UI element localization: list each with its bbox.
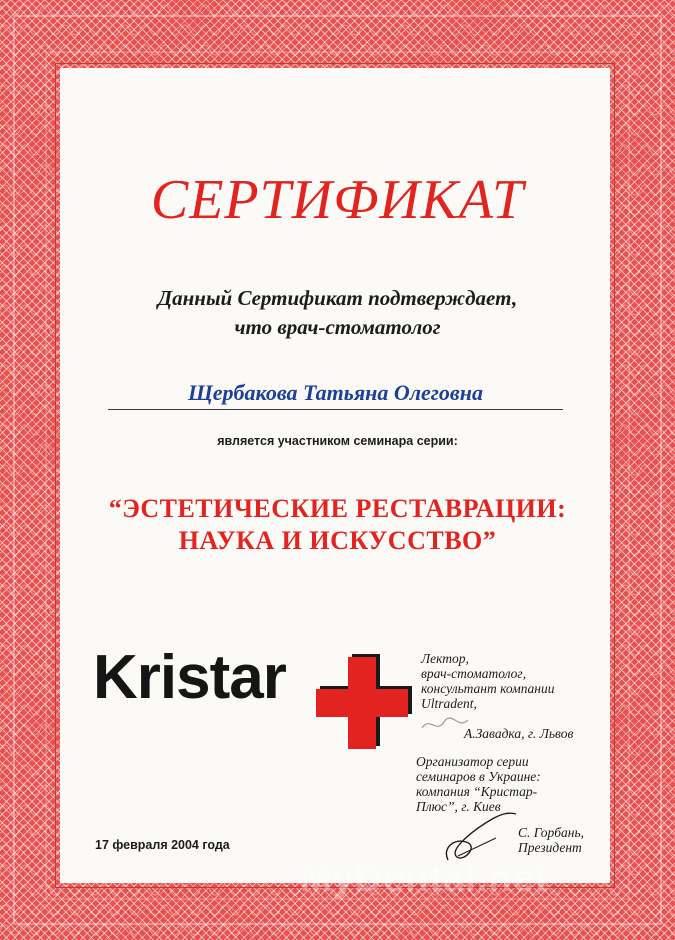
president-title: Президент [518, 840, 582, 855]
issue-date: 17 февраля 2004 года [95, 838, 230, 852]
intro-line-2: что врач-стоматолог [234, 315, 441, 339]
lecturer-line-4: Ultradent, [421, 696, 477, 711]
lecturer-line-1: Лектор, [421, 651, 469, 666]
organizer-line-4: Плюс”, г. Киев [416, 799, 501, 814]
organizer-credit [416, 754, 616, 814]
kristar-logo-text: Kristar [93, 643, 286, 712]
participant-statement: является участником семинара серии: [217, 434, 458, 448]
organizer-line-1: Организатор серии [416, 754, 529, 769]
seminar-title-line-2: НАУКА И ИСКУССТВО” [178, 526, 497, 555]
lecturer-credit [421, 651, 621, 711]
intro-line-1: Данный Сертификат подтверждает, [157, 286, 518, 310]
recipient-name: Щербакова Татьяна Олеговна [108, 380, 563, 410]
organizer-line-2: семинаров в Украине: [416, 769, 541, 784]
red-cross-logo-icon [312, 653, 412, 753]
organizer-line-3: компания “Кристар- [416, 784, 538, 799]
site-watermark: MyDental.net [300, 858, 549, 900]
lecturer-line-3: консультант компании [421, 681, 555, 696]
lecturer-line-2: врач-стоматолог, [421, 666, 527, 681]
seminar-title-line-1: “ЭСТЕТИЧЕСКИЕ РЕСТАВРАЦИИ: [108, 494, 567, 523]
lecturer-name: А.Завадка, г. Львов [464, 726, 574, 741]
president-name: С. Горбань, [518, 825, 584, 840]
certificate-title: СЕРТИФИКАТ [150, 169, 525, 231]
